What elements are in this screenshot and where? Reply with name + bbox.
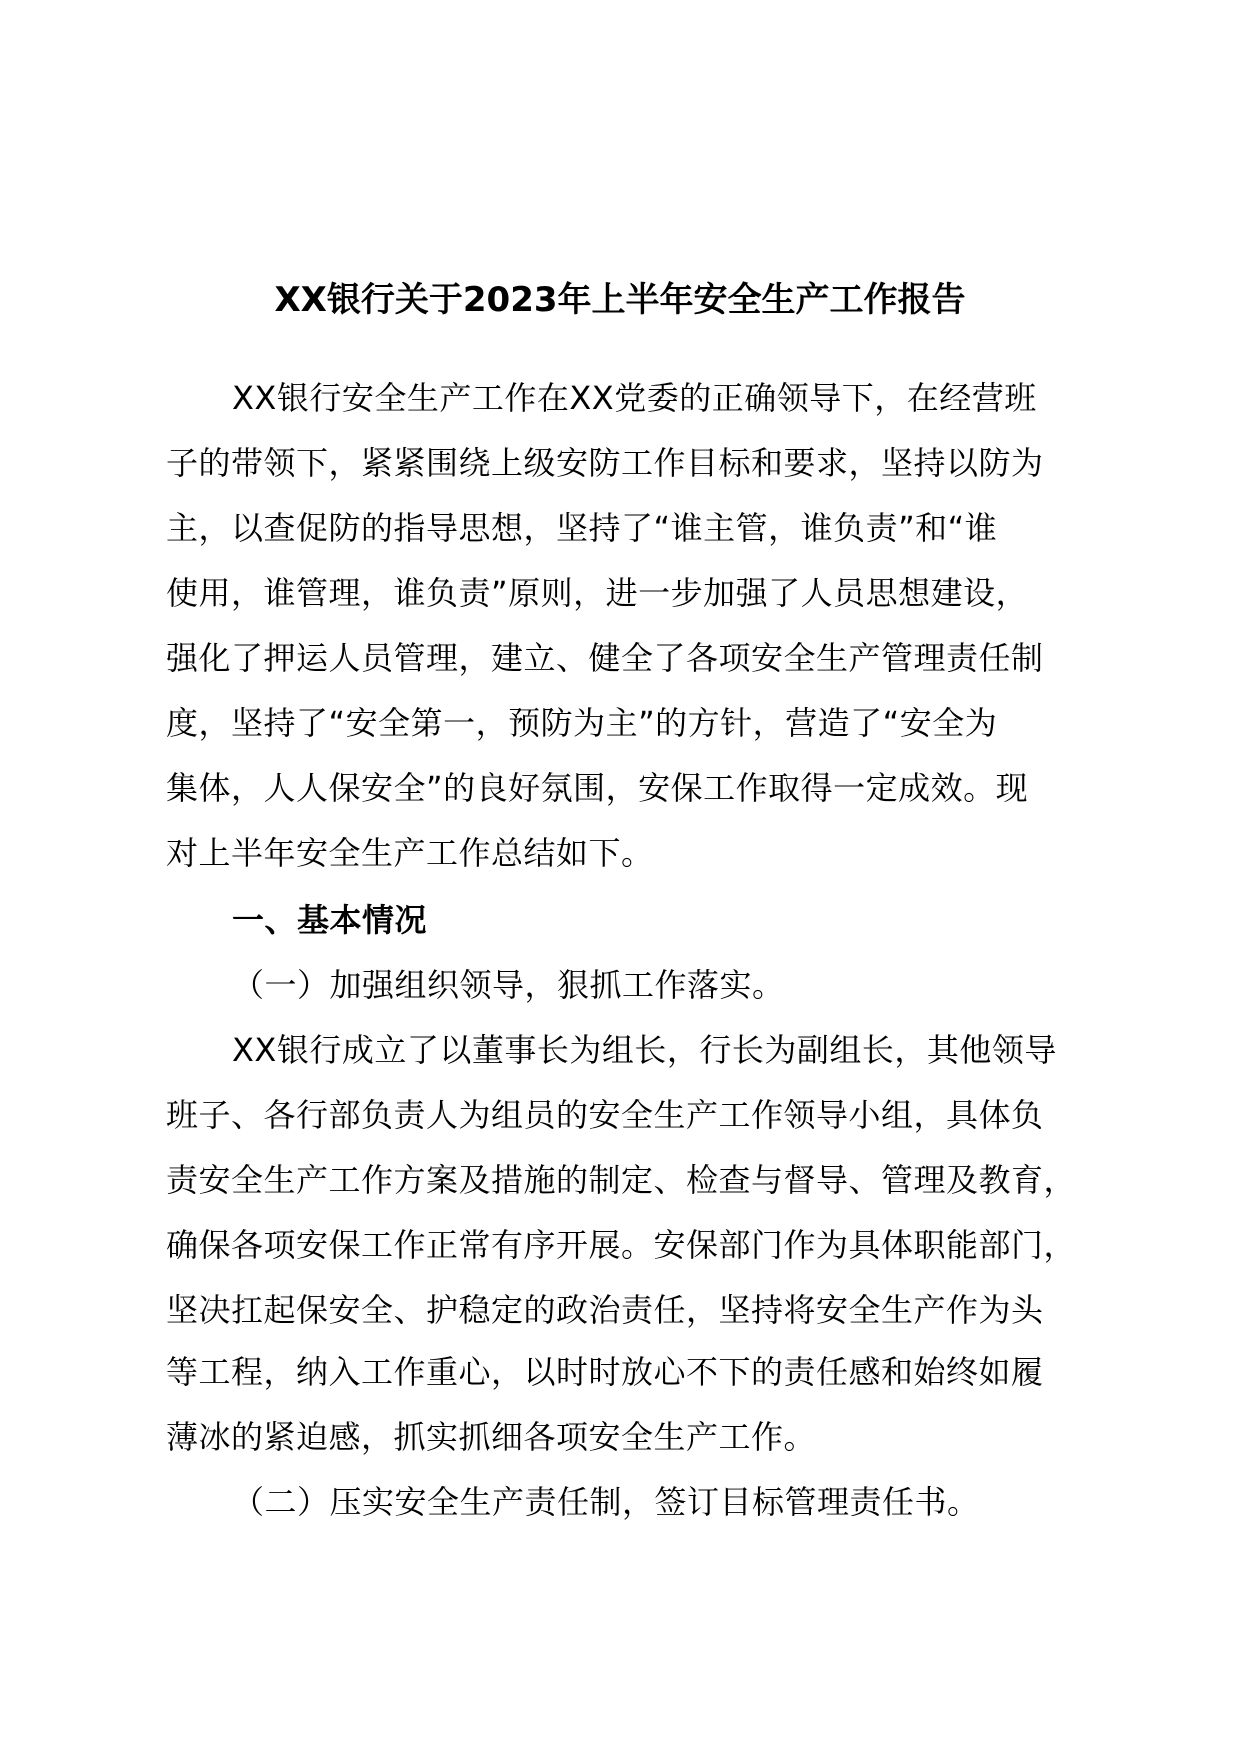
paragraph-line: 子的带领下，紧紧围绕上级安防工作目标和要求，坚持以防为 bbox=[166, 444, 1044, 482]
subsection-heading: （二）压实安全生产责任制，签订目标管理责任书。 bbox=[232, 1483, 980, 1521]
paragraph-line: 集体，人人保安全”的良好氛围，安保工作取得一定成效。现 bbox=[166, 769, 1029, 807]
paragraph-line: 对上半年安全生产工作总结如下。 bbox=[166, 834, 654, 872]
paragraph-line: 主，以查促防的指导思想，坚持了“谁主管，谁负责”和“谁 bbox=[166, 509, 998, 547]
paragraph-line: XX银行安全生产工作在XX党委的正确领导下，在经营班 bbox=[232, 379, 1037, 417]
paragraph-line: 薄冰的紧迫感，抓实抓细各项安全生产工作。 bbox=[166, 1418, 817, 1456]
paragraph-line: 确保各项安保工作正常有序开展。安保部门作为具体职能部门， bbox=[166, 1226, 1077, 1264]
document-title: XX银行关于2023年上半年安全生产工作报告 bbox=[274, 280, 966, 320]
paragraph-line: 责安全生产工作方案及措施的制定、检查与督导、管理及教育， bbox=[166, 1161, 1077, 1199]
section-heading: 一、基本情况 bbox=[232, 901, 428, 939]
paragraph-line: XX银行成立了以董事长为组长，行长为副组长，其他领导 bbox=[232, 1031, 1057, 1069]
paragraph-line: 强化了押运人员管理，建立、健全了各项安全生产管理责任制 bbox=[166, 639, 1044, 677]
subsection-heading: （一）加强组织领导，狠抓工作落实。 bbox=[232, 966, 785, 1004]
paragraph-line: 等工程，纳入工作重心，以时时放心不下的责任感和始终如履 bbox=[166, 1353, 1044, 1391]
paragraph-line: 班子、各行部负责人为组员的安全生产工作领导小组，具体负 bbox=[166, 1096, 1044, 1134]
paragraph-line: 度，坚持了“安全第一，预防为主”的方针，营造了“安全为 bbox=[166, 704, 998, 742]
paragraph-line: 坚决扛起保安全、护稳定的政治责任，坚持将安全生产作为头 bbox=[166, 1291, 1044, 1329]
paragraph-line: 使用，谁管理，谁负责”原则，进一步加强了人员思想建设， bbox=[166, 574, 1029, 612]
